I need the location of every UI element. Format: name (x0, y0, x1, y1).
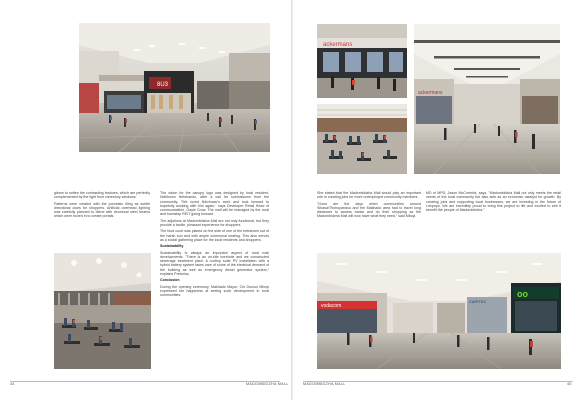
left-body-column-2 (160, 191, 269, 300)
folio-rule (303, 381, 573, 382)
paragraph: The vision for the canopy logo was designed by local resident, Ndivhuwo Netshandu, after a call for submissions from the community. "We loved Ndivhuwo's work and look forward to hopefully working with him again," says Developer Retail Head of communication, Gayle Crow. The mall will be managed by the rural and township REIT going forward. (160, 191, 269, 217)
food-court-crowd-illustration (317, 104, 407, 174)
paragraph: The food court was placed on the side of one of the entrances out of the harsh sun and with ample communal seating. This also serves as a social gathering place for the local residents and shoppers. (160, 229, 269, 242)
food-court-photo (54, 253, 151, 369)
mall-concourse-illustration (317, 253, 561, 369)
mall-corridor-photo (414, 24, 560, 174)
paragraph: MD of MPD, Jason McCormick, says, "Madombidzha Mall not only meets the retail needs of the local community but also acts as an economic catalyst for growth. By creating jobs and supporting local businesses, we are investing in the future of Limpopo. We are incredibly proud to bring this project to life and excited to see it benefit the people of Madombidzha." (426, 191, 561, 213)
left-body-column-1 (54, 191, 150, 221)
running-title: MADOMBIDZHA MALL (246, 382, 289, 386)
paragraph: She stated that the Madombidzha Mall would play an important role in creating jobs for more unemployed community members. (317, 191, 421, 200)
right-body-column-1 (317, 191, 421, 221)
paragraph: The adjutions at Madombidzha Mall are not only functional, but they provide a tactile, pleasant experience for shoppers. (160, 218, 269, 228)
storefront-photo (317, 24, 407, 98)
section-heading: Sustainability (160, 244, 184, 249)
right-page (293, 0, 584, 400)
corridor-store-sign: ackermans (418, 90, 443, 96)
paragraph: Sustainability is always an important aspect of rural mall developments. "There is an on-site borehole and we constructed sewerage treatment plant. A rooftop solar PV installation with a hybrid battery system takes care of some of the electrical demand of the building as well as emergency diesel generator system," explains Pretorius. (160, 250, 269, 277)
ackermans-sign: ackermans (323, 42, 353, 48)
oo-sign: oo (517, 289, 528, 299)
section-heading: Conclusion (160, 278, 180, 283)
page-number: 45 (567, 382, 572, 386)
right-body-column-2 (426, 191, 561, 214)
food-court-illustration (54, 253, 151, 369)
food-court-crowd-photo (317, 104, 407, 174)
folio-rule (10, 381, 280, 382)
mall-interior-illustration (79, 23, 270, 152)
mall-interior-photo (79, 23, 270, 152)
store-sign: 8U3 (157, 82, 169, 88)
paragraph: "Gone are the days when communities around Sibasa/Thohoyandou and the Makhado area had to travel long distances to access banks and do their shopping as the Madombidzha Mall will now have what they need," said Mboyi. (317, 201, 421, 219)
paragraph: Patterns were created with the porcelain tiling as subtle directional clues for shoppers. Artificial overhead lighting was carefully planned to blend with structural steel beams which were boxed in to create portals. (54, 201, 150, 219)
paragraph: gleam to soften the contrasting features, which are perfectly complemented by the light from clerestory windows. (54, 191, 150, 200)
page-number: 44 (10, 382, 15, 386)
mall-corridor-illustration (414, 24, 560, 174)
paragraph: During the opening ceremony, Makhado Mayor, Cllr Dorcus Mboyi expressed her happiness at seeing such development in rural communities. (160, 284, 269, 298)
storefront-illustration (317, 24, 407, 98)
left-page (0, 0, 291, 400)
vodacom-sign: vodacom (321, 303, 342, 309)
running-title: MADOMBIDZHA MALL (303, 382, 346, 386)
mall-concourse-photo (317, 253, 561, 369)
capitec-sign: CAPITEC (469, 299, 487, 304)
